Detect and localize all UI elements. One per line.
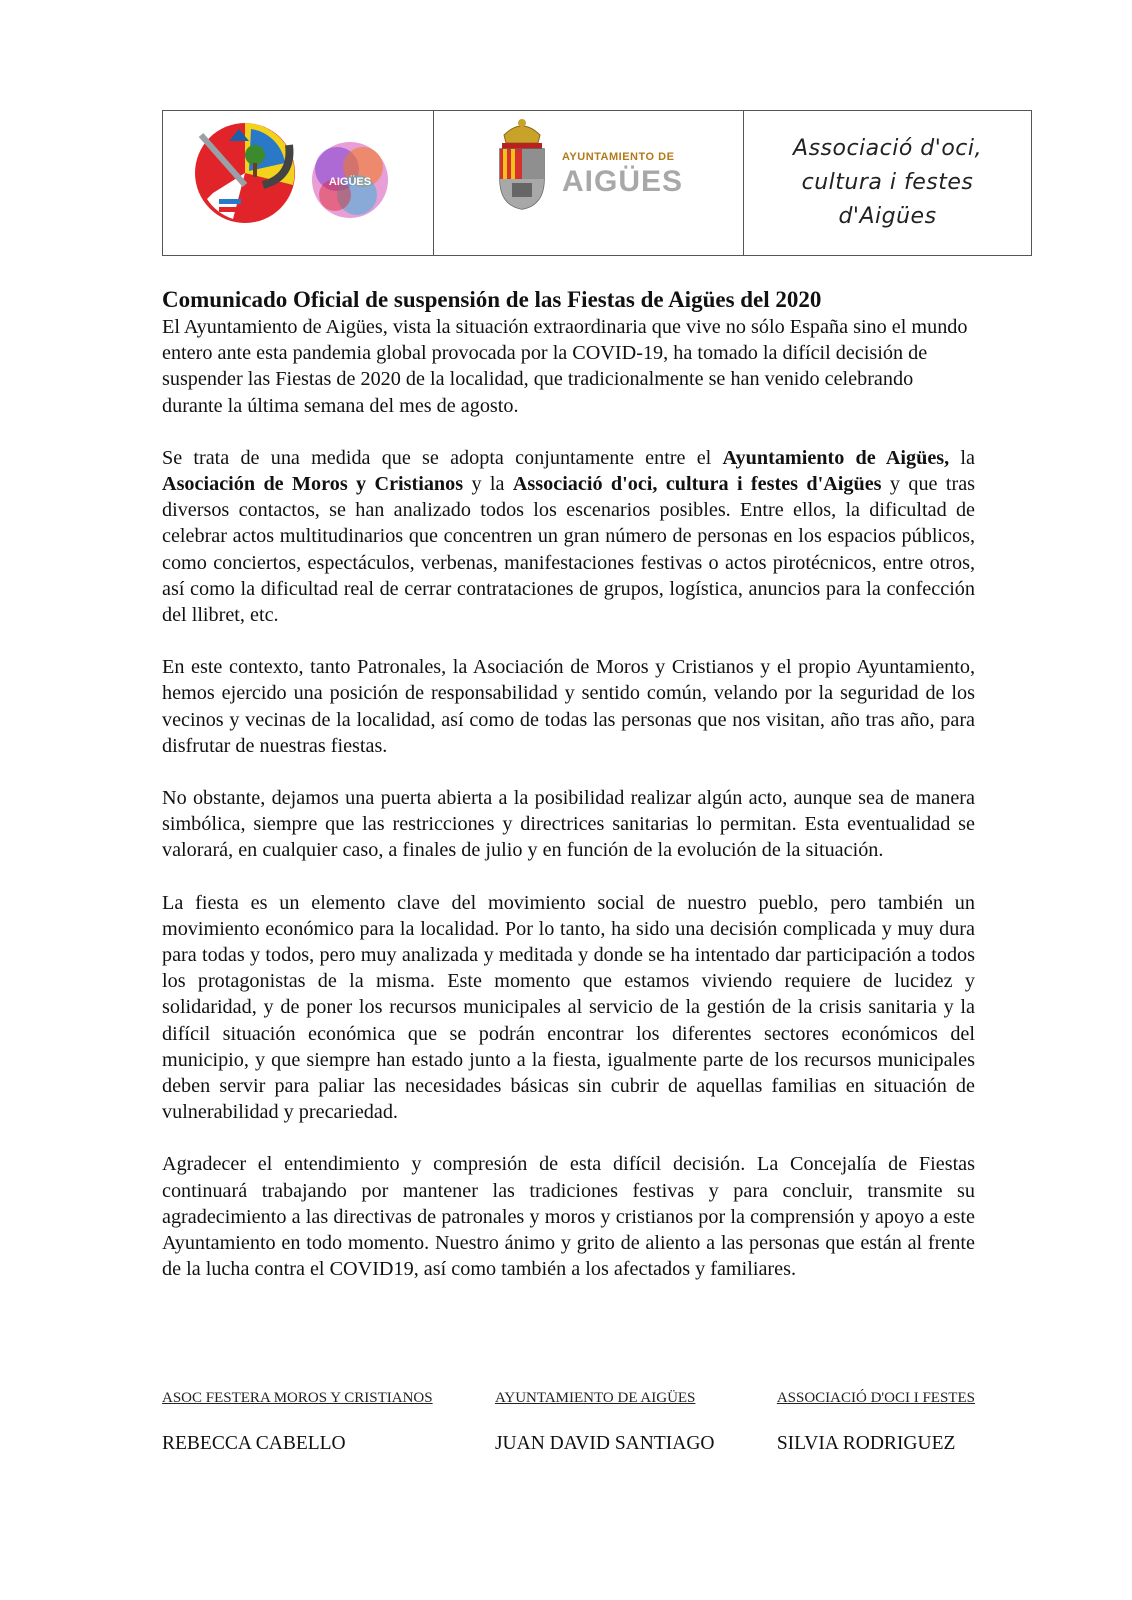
- signature-name: REBECCA CABELLO: [162, 1433, 346, 1454]
- paragraph-5: La fiesta es un elemento clave del movimiento social de nuestro pueblo, pero también un movimiento económico para la localidad. Por lo tanto, ha sido una decisión complicada y muy dura para todas y todos, pero muy analizada y meditada y donde se ha intentado dar participación a todos los protagonistas de la misma. Este momento que estamos viviendo requiere de lucidez y solidaridad, y de poner los recursos municipales al servicio de la gestión de la crisis sanitaria y la difícil situación económica que se podrán encontrar los diferentes sectores económicos del municipio, y que siempre han estado junto a la fiesta, igualmente parte de los recursos municipales deben servir para paliar las necesidades básicas sin cubrir de aquellas familias en situación de vulnerabilidad y precariedad.: [162, 891, 975, 1124]
- associacio-line: cultura i festes: [801, 170, 974, 195]
- associacio-line: d'Aigües: [838, 204, 937, 229]
- paragraph-2: [162, 445, 975, 628]
- signature-block: [777, 1390, 975, 1455]
- p2-bold-moros: Asociación de Moros y Cristianos: [162, 473, 464, 496]
- paragraph-6: Agradecer el entendimiento y compresión de esta difícil decisión. La Concejalía de Fiestas continuará trabajando por mantener las tradiciones festivas y para concluir, transmite su agradecimiento a las directivas de patronales y moros y cristianos por la comprensión y apoyo a este Ayuntamiento en todo momento. Nuestro ánimo y grito de aliento a las personas que están al frente de la lucha contra el COVID19, así como también a los afectados y familiares.: [162, 1153, 975, 1281]
- header-cell-logos: [163, 111, 433, 255]
- p2-text: y que tras diversos contactos, se han analizado todos los escenarios posibles. Entre ellos, la dificultad de celebrar actos multitudinarios que concentren un gran número de personas en los espacios públicos, como conciertos, espectáculos, verbenas, manifestaciones festivas o actos pirotécnicos, entre otros, así como la dificultad real de cerrar contrataciones de grupos, logística, anuncios para la confección del llibret, etc.: [162, 473, 976, 627]
- p2-text: la: [949, 446, 975, 469]
- signature-row: [162, 1390, 975, 1455]
- signature-block: [162, 1390, 433, 1455]
- moros-cristianos-emblem-icon: [193, 115, 305, 227]
- p2-bold-ayuntamiento: Ayuntamiento de Aigües,: [722, 446, 950, 469]
- festes-logo-text: AIGÜES: [328, 176, 372, 188]
- header-cell-ayuntamiento: [433, 111, 743, 255]
- document-body: [162, 286, 975, 1283]
- p2-bold-associacio: Associació d'oci, cultura i festes d'Aigües: [512, 473, 882, 496]
- signature-name: JUAN DAVID SANTIAGO: [494, 1433, 715, 1454]
- signature-role: AYUNTAMIENTO DE AIGÜES: [494, 1390, 696, 1406]
- header-cell-associacio: [743, 111, 1031, 255]
- ayuntamiento-label: AYUNTAMIENTO DE: [562, 151, 675, 163]
- signature-role: ASSOCIACIÓ D'OCI I FESTES: [776, 1390, 975, 1406]
- p2-text: Se trata de una medida que se adopta conjuntamente entre el: [162, 446, 723, 469]
- festes-logo-icon: [307, 137, 393, 223]
- signature-name: SILVIA RODRIGUEZ: [776, 1433, 956, 1454]
- document-title: Comunicado Oficial de suspensión de las Fiestas de Aigües del 2020: [162, 287, 822, 312]
- header-table: [162, 110, 1032, 256]
- paragraph-4: No obstante, dejamos una puerta abierta a la posibilidad realizar algún acto, aunque sea de manera simbólica, siempre que las restricciones y directrices sanitarias lo permitan. Esta eventualidad se valorará, en cualquier caso, a finales de julio y en función de la evolución de la situación.: [162, 787, 975, 862]
- signature-role: ASOC FESTERA MOROS Y CRISTIANOS: [162, 1390, 433, 1406]
- signature-block: [495, 1390, 715, 1455]
- paragraph-1: El Ayuntamiento de Aigües, vista la situación extraordinaria que vive no sólo España sino el mundo entero ante esta pandemia global provocada por la COVID-19, ha tomado la difícil decisión de suspender las Fiestas de 2020 de la localidad, que tradicionalmente se han venido celebrando durante la última semana del mes de agosto.: [162, 316, 968, 417]
- associacio-name: [793, 132, 982, 234]
- signatures: [162, 1390, 975, 1455]
- associacio-line: Associació d'oci,: [793, 136, 982, 161]
- p2-text: y la: [463, 473, 513, 496]
- paragraph-3: En este contexto, tanto Patronales, la Asociación de Moros y Cristianos y el propio Ayuntamiento, hemos ejercido una posición de responsabilidad y sentido común, velando por la seguridad de los vecinos y vecinas de la localidad, así como de todas las personas que nos visitan, año tras año, para disfrutar de nuestras fiestas.: [162, 656, 975, 757]
- coat-of-arms-icon: [494, 113, 550, 213]
- aigues-wordmark: AIGÜES: [562, 165, 684, 198]
- ayuntamiento-wordmark: [562, 151, 683, 197]
